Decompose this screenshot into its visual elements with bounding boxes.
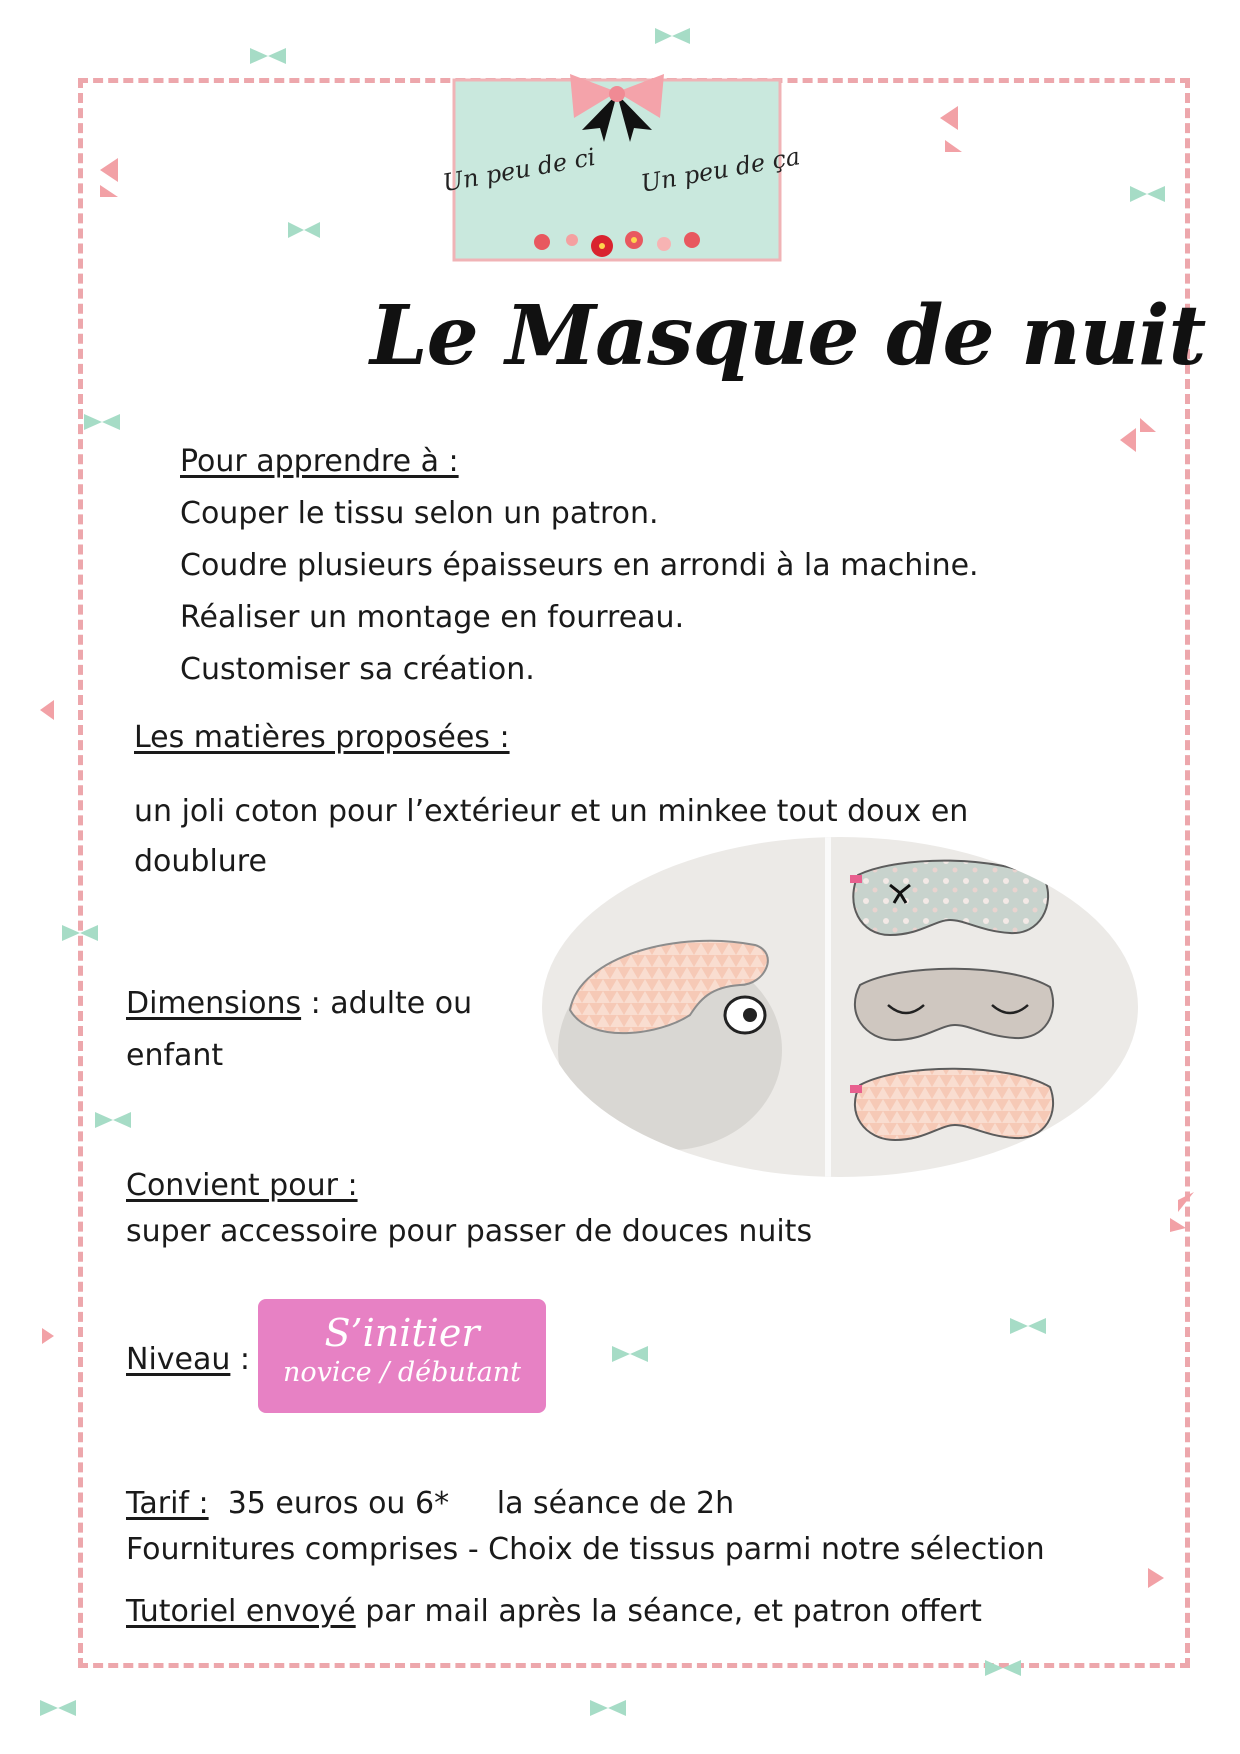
matieres-heading-text: Les matières proposées : xyxy=(134,720,510,755)
list-item: Coudre plusieurs épaisseurs en arrondi à la machine. xyxy=(180,548,979,583)
level-badge-subtitle: novice / débutant xyxy=(282,1357,522,1388)
tutoriel-label: Tutoriel envoyé xyxy=(126,1594,356,1629)
matieres-heading xyxy=(134,712,510,764)
convient-heading-text: Convient pour : xyxy=(126,1168,358,1203)
photo-illustration-icon xyxy=(540,835,1140,1180)
tarif-value: 35 euros ou 6* la séance de 2h xyxy=(208,1486,735,1521)
logo-text-right: Un peu de ça xyxy=(638,142,803,198)
dimensions-value-1: : adulte ou xyxy=(301,986,473,1021)
dimensions-line-1 xyxy=(126,978,472,1030)
matieres-line-2: doublure xyxy=(134,844,267,879)
page-title: Le Masque de nuit xyxy=(370,288,1206,384)
dimensions-label: Dimensions xyxy=(126,986,302,1021)
apprendre-heading-text: Pour apprendre à : xyxy=(180,444,459,479)
logo xyxy=(440,70,803,262)
level-badge xyxy=(258,1299,546,1413)
list-item: Customiser sa création. xyxy=(180,652,535,687)
convient-heading xyxy=(126,1160,358,1212)
convient-text: super accessoire pour passer de douces nuits xyxy=(126,1214,813,1249)
niveau-line xyxy=(126,1334,250,1386)
apprendre-list xyxy=(180,488,979,696)
logo-text-left: Un peu de ci xyxy=(440,142,598,198)
fournitures-line: Fournitures comprises - Choix de tissus parmi notre sélection xyxy=(126,1532,1045,1567)
niveau-sep: : xyxy=(230,1342,251,1377)
list-item: Couper le tissu selon un patron. xyxy=(180,496,659,531)
apprendre-heading xyxy=(180,436,459,488)
tarif-label: Tarif : xyxy=(126,1486,209,1521)
list-item: Réaliser un montage en fourreau. xyxy=(180,600,685,635)
sleep-mask-photo xyxy=(540,835,1140,1180)
tutoriel-line xyxy=(126,1586,982,1638)
level-badge-title: S’initier xyxy=(324,1311,480,1355)
tutoriel-text: par mail après la séance, et patron offert xyxy=(355,1594,982,1629)
dimensions-line-2: enfant xyxy=(126,1038,224,1073)
matieres-line-1: un joli coton pour l’extérieur et un minkee tout doux en xyxy=(134,794,969,829)
tarif-line xyxy=(126,1478,734,1530)
niveau-label: Niveau xyxy=(126,1342,231,1377)
